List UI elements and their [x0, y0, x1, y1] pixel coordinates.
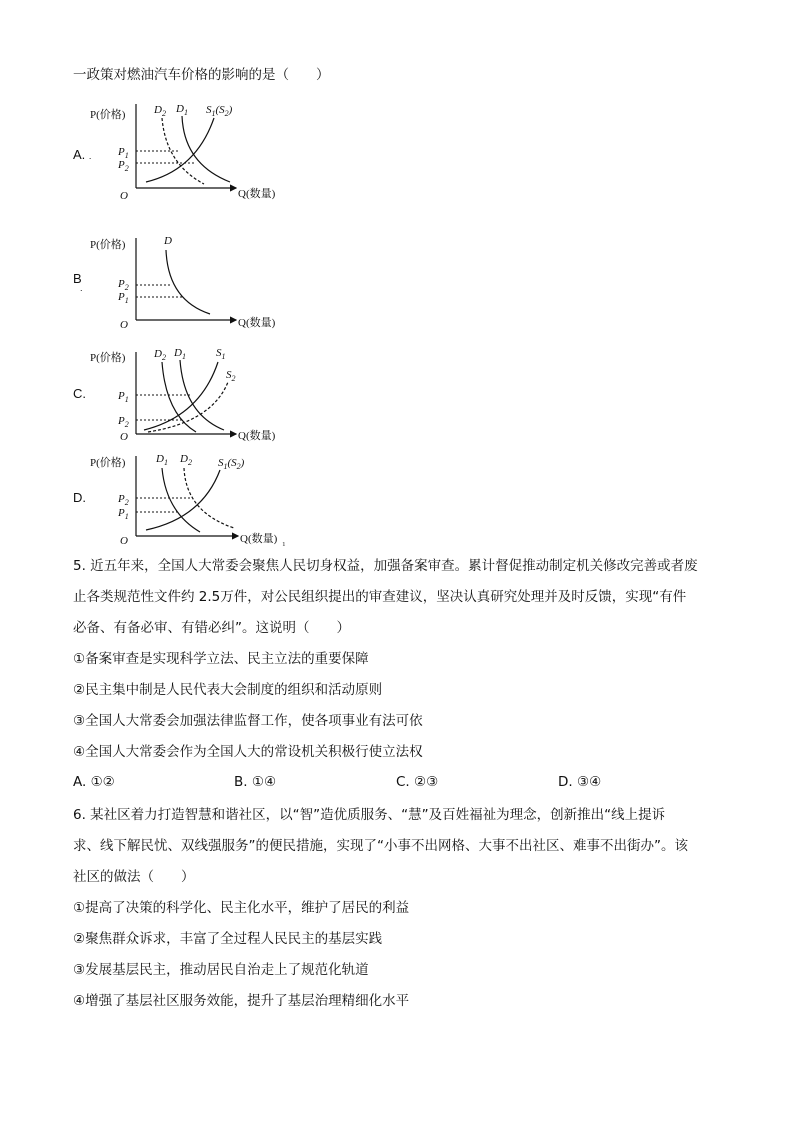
option-b-mark: . — [80, 283, 83, 293]
graph-d-d1-curve — [162, 468, 200, 532]
option-b-letter: B — [73, 271, 82, 286]
graph-c-q-axis-label: Q(数量) — [238, 430, 276, 442]
graph-c-p2-label: $P_2$ — [118, 415, 129, 429]
graph-b-q-axis-label: Q(数量) — [238, 317, 276, 329]
option-d-letter: D. — [73, 490, 86, 505]
graph-d-q-axis-label: Q(数量) — [240, 533, 278, 545]
q5-choice-b: B. ①④ — [234, 774, 277, 790]
q5-statement-1: ①备案审查是实现科学立法、民主立法的重要保障 — [73, 651, 369, 667]
graph-d-p1-label: $P_1$ — [118, 507, 129, 521]
option-c-label — [73, 386, 86, 401]
graph-a-q-axis-label: Q(数量) — [238, 188, 276, 200]
graph-c-s2-label: $S_2$ — [226, 369, 236, 383]
q5-stem-line-1: 5. 近五年来，全国人大常委会聚焦人民切身权益，加强备案审查。累计督促推动制定机关修改完善或者废 — [73, 558, 698, 574]
q6-stem-line-1: 6. 某社区着力打造智慧和谐社区，以“智”造优质服务、“慧”及百姓福祉为理念，创新推出“线上提诉 — [73, 807, 666, 823]
q5-statement-3: ③全国人大常委会加强法律监督工作，使各项事业有法可依 — [73, 713, 423, 729]
graph-a-d1-label: $D_1$ — [176, 103, 188, 117]
q4-stem-tail: 一政策对燃油汽车价格的影响的是（ ） — [73, 67, 330, 83]
graph-a-s1s2-label: $S_1(S_2)$ — [206, 104, 233, 118]
graph-a-p-axis-label: P(价格) — [90, 109, 126, 121]
graph-c-p1-label: $P_1$ — [118, 390, 129, 404]
graph-a-s-curve — [146, 118, 214, 182]
q5-stem-line-3: 必备、有备必审、有错必纠”。这说明（ ） — [73, 620, 350, 636]
q6-statement-2: ②聚焦群众诉求，丰富了全过程人民民主的基层实践 — [73, 931, 383, 947]
q5-choice-d: D. ③④ — [558, 774, 602, 790]
graph-c-d1-label: $D_1$ — [174, 347, 186, 361]
q6-stem-line-2: 求、线下解民忧、双线强服务”的便民措施，实现了“小事不出网格、大事不出社区、难事不出街办”。该 — [73, 838, 688, 854]
option-c-letter: C. — [73, 386, 86, 401]
graph-d-trailing-mark: ₁ — [282, 535, 286, 547]
graph-b-d-label: D — [164, 235, 172, 247]
graph-d-d2-label: $D_2$ — [180, 453, 192, 467]
graph-b-d-curve — [166, 250, 210, 314]
graph-a-d1-curve — [182, 116, 230, 182]
q6-statement-3: ③发展基层民主，推动居民自治走上了规范化轨道 — [73, 962, 369, 978]
q5-choice-c: C. ②③ — [396, 774, 439, 790]
graph-d-d2-curve — [184, 468, 234, 528]
graph-d-d1-label: $D_1$ — [156, 453, 168, 467]
option-a-mark: . — [88, 151, 92, 161]
graph-b-p-axis-label: P(价格) — [90, 239, 126, 251]
graph-d-p-axis-label: P(价格) — [90, 457, 126, 469]
q6-statement-1: ①提高了决策的科学化、民主化水平，维护了居民的利益 — [73, 900, 410, 916]
graph-d-s1s2-label: $S_1(S_2)$ — [218, 457, 245, 471]
q6-statement-4: ④增强了基层社区服务效能，提升了基层治理精细化水平 — [73, 993, 410, 1009]
q5-statement-4: ④全国人大常委会作为全国人大的常设机关积极行使立法权 — [73, 744, 423, 760]
graph-d-origin: O — [120, 535, 128, 547]
graph-b-p2-label: $P_2$ — [118, 278, 129, 292]
q5-stem-line-2: 止各类规范性文件约 2.5万件，对公民组织提出的审查建议，坚决认真研究处理并及时反馈，实现“有件 — [73, 589, 687, 605]
graph-a-p1-label: $P_1$ — [118, 146, 129, 160]
option-d-label — [73, 490, 86, 505]
graph-c — [88, 344, 288, 448]
graph-a-p2-label: $P_2$ — [118, 159, 129, 173]
q5-statement-2: ②民主集中制是人民代表大会制度的组织和活动原则 — [73, 682, 383, 698]
graph-d — [88, 450, 298, 554]
graph-c-p-axis-label: P(价格) — [90, 352, 126, 364]
graph-b — [88, 232, 288, 336]
graph-c-d1-curve — [180, 360, 224, 430]
graph-c-origin: O — [120, 431, 128, 443]
graph-b-p1-label: $P_1$ — [118, 291, 129, 305]
graph-d-p2-label: $P_2$ — [118, 493, 129, 507]
graph-c-s1-label: $S_1$ — [216, 347, 226, 361]
graph-a-d2-label: $D_2$ — [154, 104, 166, 118]
option-a-letter: A. — [73, 147, 86, 162]
q5-choice-a: A. ①② — [73, 774, 115, 790]
graph-c-d2-label: $D_2$ — [154, 348, 166, 362]
q6-stem-line-3: 社区的做法（ ） — [73, 869, 195, 885]
graph-a — [88, 100, 288, 204]
graph-b-origin: O — [120, 319, 128, 331]
graph-d-s-curve — [146, 470, 220, 530]
graph-a-origin: O — [120, 190, 128, 202]
